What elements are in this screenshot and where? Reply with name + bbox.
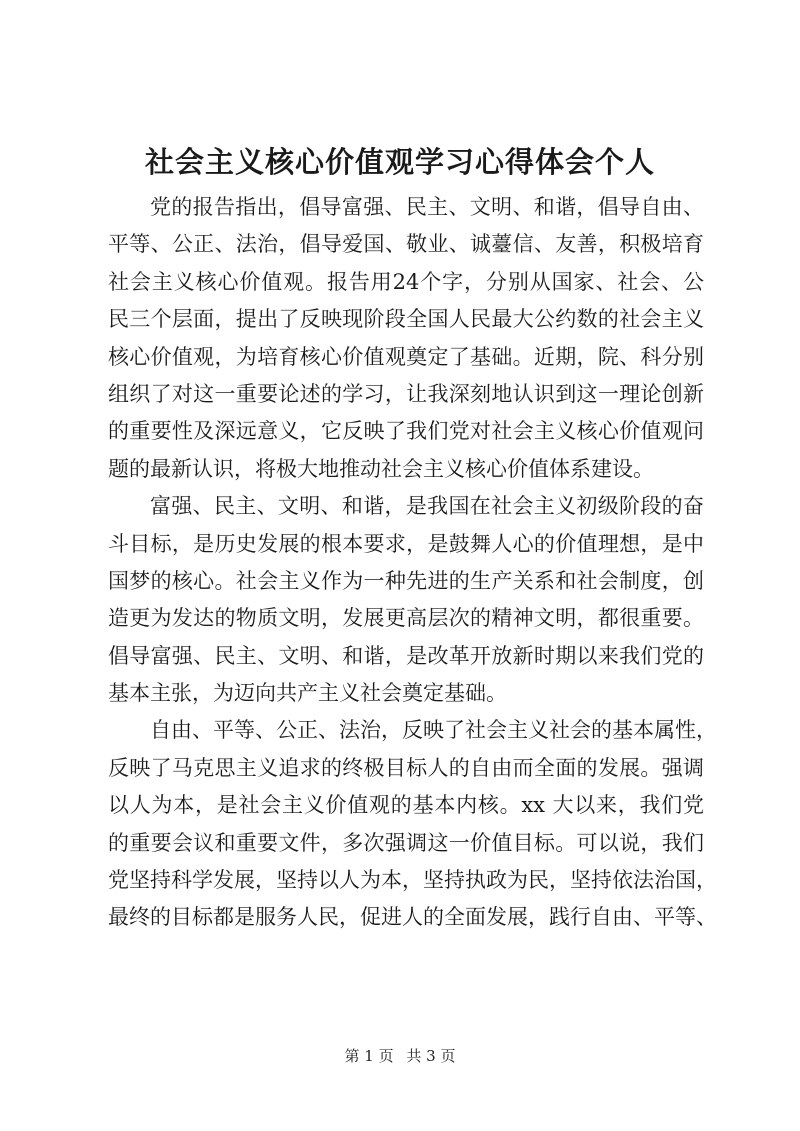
text-line: 党坚持科学发展，坚持以人为本，坚持执政为民，坚持依法治国， <box>108 868 717 893</box>
document-body <box>108 189 717 937</box>
text-line: 以人为本，是社会主义价值观的基本内核。xx 大以来，我们党 <box>108 793 704 818</box>
paragraph-2 <box>108 488 704 712</box>
text-line: 自由、平等、公正、法治，反映了社会主义社会的基本属性， <box>150 718 717 743</box>
text-line: 组织了对这一重要论述的学习，让我深刻地认识到这一理论创新 <box>108 381 704 406</box>
text-line: 的重要会议和重要文件，多次强调这一价值目标。可以说，我们 <box>108 830 704 855</box>
text-line: 社会主义核心价值观。报告用24个字，分别从国家、社会、公 <box>108 269 704 294</box>
text-line: 富强、民主、文明、和谐，是我国在社会主义初级阶段的奋 <box>150 494 704 519</box>
page-total: 共 3 页 <box>406 1047 456 1065</box>
text-line: 斗目标，是历史发展的根本要求，是鼓舞人心的价值理想，是中 <box>108 531 704 556</box>
text-line: 平等、公正、法治，倡导爱国、敬业、诚薹信、友善，积极培育 <box>108 232 704 257</box>
page-number: 第 1 页 <box>344 1047 394 1065</box>
text-line: 民三个层面，提出了反映现阶段全国人民最大公约数的社会主义 <box>108 307 704 332</box>
text-line: 基本主张，为迈向共产主义社会奠定基础。 <box>108 681 507 706</box>
text-line: 核心价值观，为培育核心价值观奠定了基础。近期，院、科分别 <box>108 344 704 369</box>
document-title: 社会主义核心价值观学习心得体会个人 <box>144 145 655 179</box>
page-footer <box>0 1046 800 1066</box>
text-line: 国梦的核心。社会主义作为一种先进的生产关系和社会制度，创 <box>108 568 704 593</box>
text-line: 倡导富强、民主、文明、和谐，是改革开放新时期以来我们党的 <box>108 643 704 668</box>
text-line: 最终的目标都是服务人民，促进人的全面发展，践行自由、平等、 <box>108 905 717 930</box>
text-line: 题的最新认识，将极大地推动社会主义核心价值体系建设。 <box>108 456 654 481</box>
text-line: 造更为发达的物质文明，发展更高层次的精神文明，都很重要。 <box>108 606 704 631</box>
text-line: 党的报告指出，倡导富强、民主、文明、和谐，倡导自由、 <box>150 195 704 219</box>
paragraph-1 <box>108 189 704 488</box>
paragraph-3 <box>108 712 717 936</box>
text-line: 的重要性及深远意义，它反映了我们党对社会主义核心价值观问 <box>108 419 704 444</box>
text-line: 反映了马克思主义追求的终极目标人的自由而全面的发展。强调 <box>108 755 704 780</box>
